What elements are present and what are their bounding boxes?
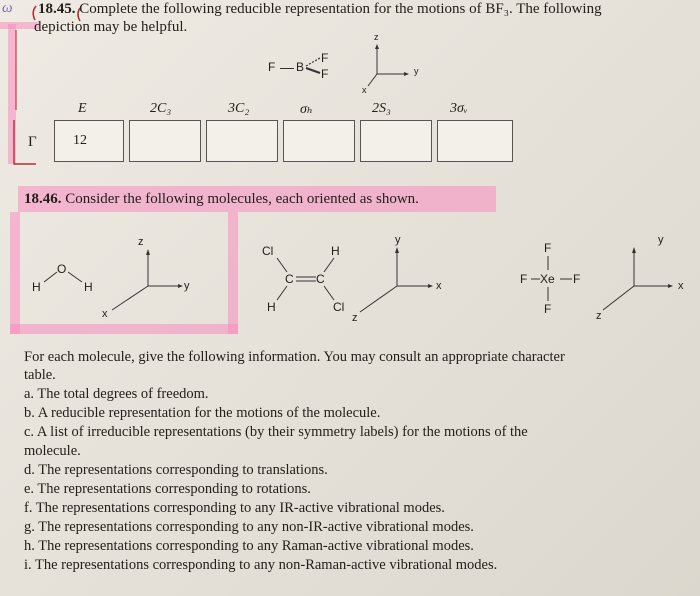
xef4-atom-f-left: F bbox=[520, 272, 528, 286]
item-a: a. The total degrees of freedom. bbox=[24, 386, 209, 402]
ethene-atom-c-left: C bbox=[285, 272, 294, 286]
problem-18-46-number: 18.46. bbox=[24, 191, 62, 207]
axes-1-z-label: z bbox=[138, 236, 144, 248]
bf3-atom-f-left: F bbox=[268, 60, 276, 74]
table-row-label-gamma: Γ bbox=[28, 134, 37, 150]
axes-2-z-label: z bbox=[352, 312, 358, 324]
instruction-line-2: table. bbox=[24, 367, 56, 383]
xef4-atom-xe: Xe bbox=[540, 272, 555, 286]
item-h: h. The representations corresponding to any Raman-active vibrational modes. bbox=[24, 538, 474, 554]
instruction-line-1: For each molecule, give the following information. You may consult an appropriate character bbox=[24, 349, 565, 365]
ethene-atom-cl-top: Cl bbox=[262, 244, 274, 258]
bf3-atom-b: B bbox=[296, 60, 305, 74]
water-atom-o: O bbox=[57, 262, 67, 276]
bf3-atom-f-bottom: F bbox=[321, 67, 329, 81]
item-c: c. A list of irreducible representations (by their symmetry labels) for the motions of the bbox=[24, 424, 528, 440]
water-atom-h-left: H bbox=[32, 280, 41, 294]
xef4-atom-f-bottom: F bbox=[544, 302, 552, 316]
table-header-3sigma-v: 3σᵥ bbox=[450, 101, 468, 116]
table-cell-e-value: 12 bbox=[73, 133, 87, 148]
water-atom-h-right: H bbox=[84, 280, 93, 294]
axes-3-x-label: x bbox=[678, 280, 684, 292]
axes-3-y-label: y bbox=[658, 234, 664, 246]
ethene-atom-h-bottom: H bbox=[267, 300, 276, 314]
bf3-axis-x-label: x bbox=[362, 85, 367, 95]
item-f: f. The representations corresponding to any IR-active vibrational modes. bbox=[24, 500, 445, 516]
problem-18-45-text: Complete the following reducible representation for the motions of BF₃. The following bbox=[79, 1, 602, 17]
problem-18-45-line2: depiction may be helpful. bbox=[34, 19, 188, 35]
axes-3-z-label: z bbox=[596, 310, 602, 322]
xef4-atom-f-top: F bbox=[544, 241, 552, 255]
item-d: d. The representations corresponding to translations. bbox=[24, 462, 328, 478]
axes-2-y-label: y bbox=[395, 234, 401, 246]
ethene-atom-c-right: C bbox=[316, 272, 325, 286]
item-c-continued: molecule. bbox=[24, 443, 81, 459]
bf3-axis-z-label: z bbox=[374, 32, 379, 42]
ethene-atom-h-top: H bbox=[331, 244, 340, 258]
item-g: g. The representations corresponding to any non-IR-active vibrational modes. bbox=[24, 519, 474, 535]
item-i: i. The representations corresponding to any non-Raman-active vibrational modes. bbox=[24, 557, 498, 573]
table-header-sigma-h: σₕ bbox=[300, 102, 313, 117]
axes-1-x-label: x bbox=[102, 308, 108, 320]
table-header-3c2: 3C₂ bbox=[228, 101, 250, 116]
table-header-e: E bbox=[78, 101, 87, 116]
axes-2-x-label: x bbox=[436, 280, 442, 292]
table-header-2c3: 2C₃ bbox=[150, 101, 172, 116]
bf3-atom-f-top: F bbox=[321, 51, 329, 65]
xef4-atom-f-right: F bbox=[573, 272, 581, 286]
item-e: e. The representations corresponding to rotations. bbox=[24, 481, 311, 497]
ethene-atom-cl-bottom: Cl bbox=[333, 300, 345, 314]
problem-18-46-text: Consider the following molecules, each oriented as shown. bbox=[65, 191, 419, 207]
bf3-axis-y-label: y bbox=[414, 66, 419, 76]
axes-1-y-label: y bbox=[184, 280, 190, 292]
item-b: b. A reducible representation for the motions of the molecule. bbox=[24, 405, 381, 421]
table-header-2s3: 2S₃ bbox=[372, 101, 391, 116]
pen-scribble: ω bbox=[2, 0, 13, 16]
problem-18-45-number: 18.45. bbox=[38, 1, 76, 17]
